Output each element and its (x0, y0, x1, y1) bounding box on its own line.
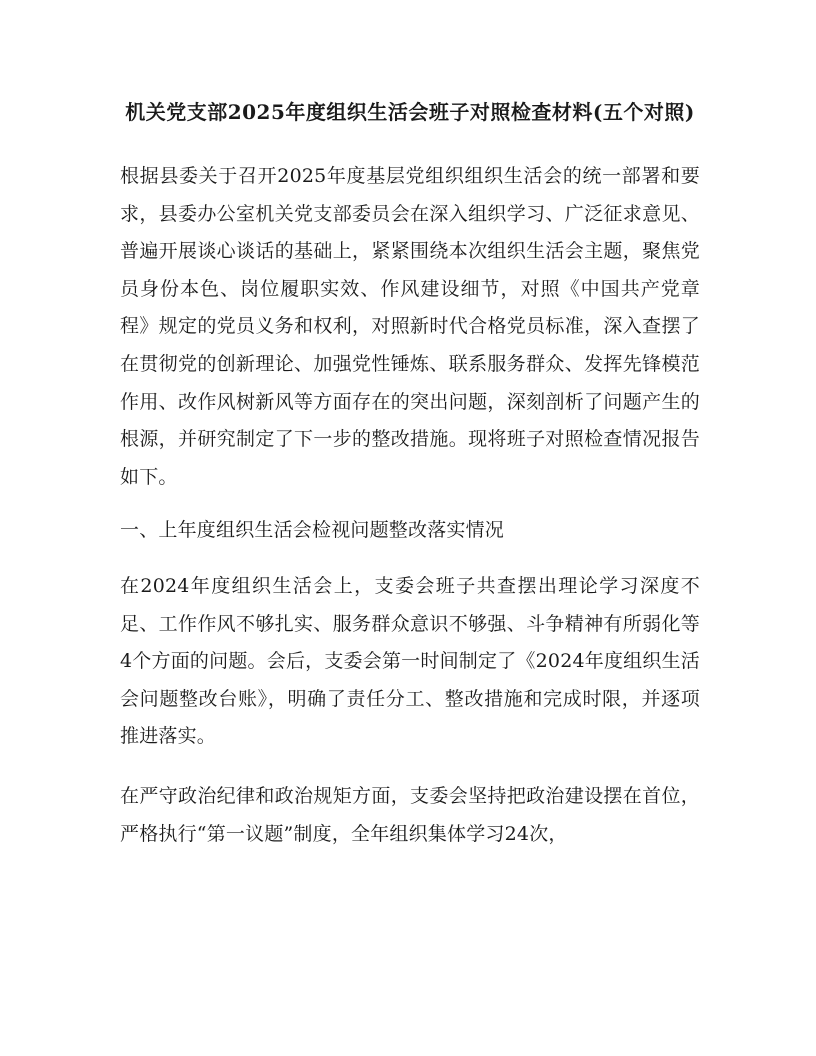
document-page (120, 88, 700, 853)
section-heading-1: 一、上年度组织生活会检视问题整改落实情况 (120, 519, 505, 542)
section-1-paragraph-2: 在严守政治纪律和政治规矩方面，支委会坚持把政治建设摆在首位，严格执行“第一议题”制度，全年组织集体学习24次， (120, 784, 700, 845)
intro-paragraph: 根据县委关于召开2025年度基层党组织组织生活会的统一部署和要求，县委办公室机关党支部委员会在深入组织学习、广泛征求意见、普遍开展谈心谈话的基础上，紧紧围绕本次组织生活会主题，聚焦党员身份本色、岗位履职实效、作风建设细节，对照《中国共产党章程》规定的党员义务和权利，对照新时代合格党员标准，深入查摆了在贯彻党的创新理论、加强党性锤炼、联系服务群众、发挥先锋模范作用、改作风树新风等方面存在的突出问题，深刻剖析了问题产生的根源，并研究制定了下一步的整改措施。现将班子对照检查情况报告如下。 (120, 165, 700, 488)
document-title: 机关党支部2025年度组织生活会班子对照检查材料(五个对照) (125, 100, 695, 124)
section-1-paragraph-1: 在2024年度组织生活会上，支委会班子共查摆出理论学习深度不足、工作作风不够扎实、服务群众意识不够强、斗争精神有所弱化等4个方面的问题。会后，支委会第一时间制定了《2024年度组织生活会问题整改台账》，明确了责任分工、整改措施和完成时限，并逐项推进落实。 (120, 574, 700, 748)
